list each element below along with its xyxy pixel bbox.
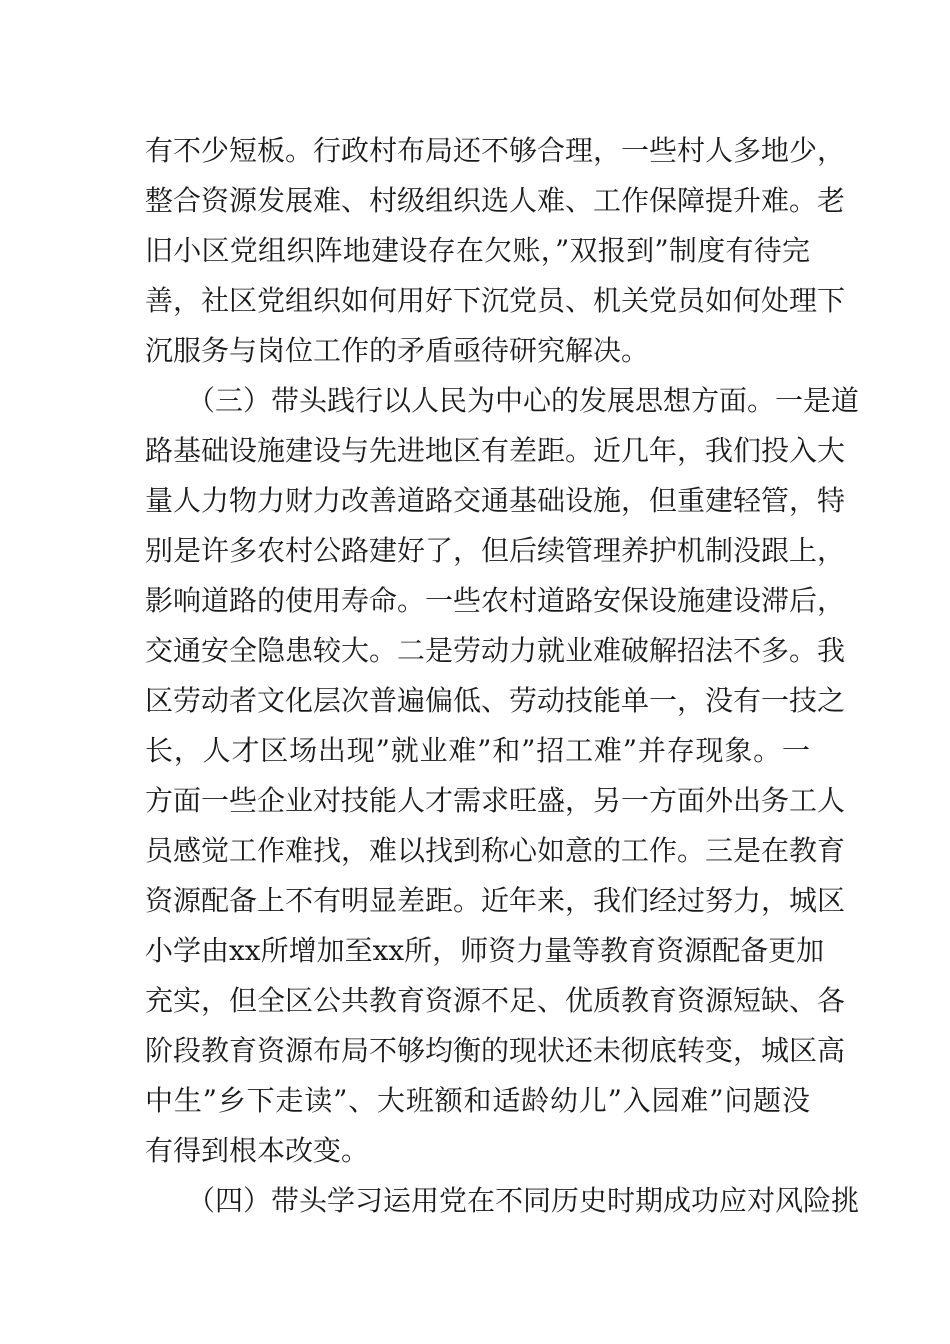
text-line: 区劳动者文化层次普遍偏低、劳动技能单一，没有一技之 [145, 684, 846, 717]
text-line: 有不少短板。行政村布局还不够合理，一些村人多地少， [145, 134, 846, 167]
text-line: 旧小区党组织阵地建设存在欠账，”双报到”制度有待完 [145, 234, 810, 267]
text-line: 资源配备上不有明显差距。近年来，我们经过努力，城区 [145, 884, 846, 917]
text-line: 善，社区党组织如何用好下沉党员、机关党员如何处理下 [145, 284, 846, 317]
text-line: 充实，但全区公共教育资源不足、优质教育资源短缺、各 [145, 984, 846, 1017]
text-line: 影响道路的使用寿命。一些农村道路安保设施建设滞后， [145, 584, 846, 617]
text-line: 有得到根本改变。 [145, 1134, 370, 1167]
section-heading-line: （三）带头践行以人民为中心的发展思想方面。一是道 [187, 384, 860, 417]
text-line: 整合资源发展难、村级组织选人难、工作保障提升难。老 [145, 184, 846, 217]
text-line: 长，人才区场出现”就业难”和”招工难”并存现象。一 [145, 734, 810, 767]
text-line: 沉服务与岗位工作的矛盾亟待研究解决。 [145, 334, 650, 367]
text-line: 中生”乡下走读”、大班额和适龄幼儿”入园难”问题没 [145, 1084, 810, 1117]
text-line: 员感觉工作难找，难以找到称心如意的工作。三是在教育 [145, 834, 846, 867]
text-line: 方面一些企业对技能人才需求旺盛，另一方面外出务工人 [145, 784, 846, 817]
text-line: 交通安全隐患较大。二是劳动力就业难破解招法不多。我 [145, 634, 846, 667]
section-heading-line: （四）带头学习运用党在不同历史时期成功应对风险挑 [187, 1184, 860, 1217]
text-line: 别是许多农村公路建好了，但后续管理养护机制没跟上， [145, 534, 846, 567]
text-line: 路基础设施建设与先进地区有差距。近几年，我们投入大 [145, 434, 846, 467]
text-line: 量人力物力财力改善道路交通基础设施，但重建轻管，特 [145, 484, 846, 517]
text-line: 小学由xx所增加至xx所，师资力量等教育资源配备更加 [145, 934, 825, 967]
text-line: 阶段教育资源布局不够均衡的现状还未彻底转变，城区高 [145, 1034, 846, 1067]
